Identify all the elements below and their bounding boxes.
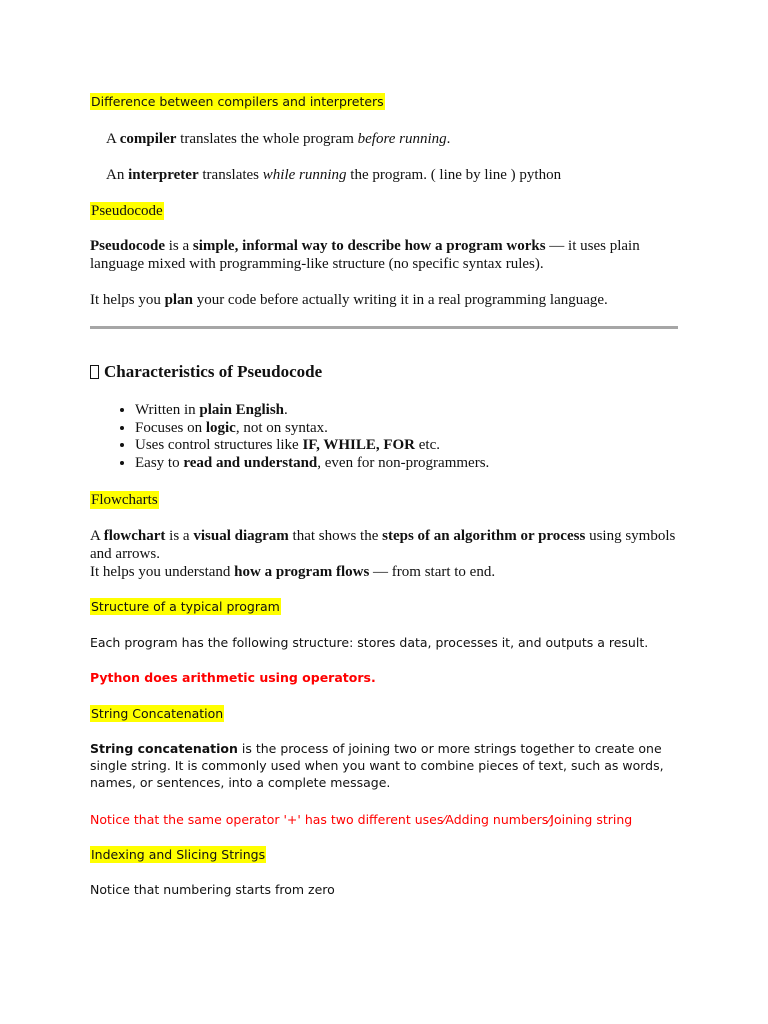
pseudocode-definition <box>90 237 680 273</box>
text-run: is the process of joining two or more strings together to create one single string. It is commonly used when you want to combine pieces of text, such as words, names, or sentences, into a complete message. <box>90 741 664 790</box>
characteristics-heading <box>90 362 322 382</box>
text-run: using symbols and arrows. <box>90 528 676 562</box>
list-item <box>135 420 695 438</box>
text-run: Easy to <box>135 455 184 472</box>
highlighted-heading: Pseudocode <box>91 203 163 219</box>
heading-structure <box>90 598 680 615</box>
highlighted-heading: Structure of a typical program <box>91 599 280 614</box>
heading-flowcharts <box>90 491 680 509</box>
text-run: etc. <box>415 437 440 454</box>
text-run: Focuses on <box>135 419 206 436</box>
bold-phrase: read and understand <box>183 455 318 472</box>
text-run: translates <box>198 167 263 183</box>
text-run: is a <box>165 238 193 254</box>
list-item <box>135 455 695 473</box>
term-flowchart: flowchart <box>103 528 166 544</box>
text-run: A <box>90 528 104 544</box>
interpreter-sentence <box>106 166 696 184</box>
term-pseudocode: Pseudocode <box>90 238 165 254</box>
heading-indexing-slicing <box>90 846 680 863</box>
highlighted-heading: Flowcharts <box>91 492 158 508</box>
characteristics-list <box>110 402 695 473</box>
concatenation-paragraph <box>90 740 680 791</box>
bold-phrase: plain English <box>199 402 285 418</box>
heading-pseudocode <box>90 202 680 220</box>
emphasis-while-running: while running <box>262 167 347 183</box>
bold-phrase: how a program flows <box>234 564 370 580</box>
text-run: the program. ( line by line ) python <box>346 167 562 183</box>
text-run: Written in <box>135 402 200 418</box>
text-run: . <box>284 402 288 418</box>
text-run: — from start to end. <box>369 564 496 580</box>
heading-compilers-interpreters <box>90 93 680 110</box>
term-compiler: compiler <box>119 131 177 147</box>
list-item <box>135 402 695 420</box>
horizontal-divider <box>90 326 678 329</box>
structure-paragraph: Each program has the following structure: stores data, processes it, and outputs a result. <box>90 635 649 650</box>
heading-string-concatenation <box>90 705 680 722</box>
term-interpreter: interpreter <box>128 167 199 183</box>
text-run: It helps you understand <box>90 564 235 580</box>
plan-sentence <box>90 291 680 309</box>
zero-index-note: Notice that numbering starts from zero <box>90 882 335 897</box>
list-item <box>135 437 695 455</box>
bold-phrase: visual diagram <box>193 528 289 544</box>
bold-phrase: logic <box>205 419 236 436</box>
bold-phrase: IF, WHILE, FOR <box>302 437 415 454</box>
text-run: . <box>446 131 451 147</box>
highlighted-heading: Difference between compilers and interpreters <box>91 94 384 109</box>
arithmetic-note: Python does arithmetic using operators. <box>90 670 376 685</box>
bold-plan: plan <box>164 292 193 308</box>
flow-sentence <box>90 563 680 581</box>
compiler-sentence <box>106 130 696 148</box>
operator-note: Notice that the same operator '+' has two different uses⁄Adding numbers⁄Joining string <box>90 812 633 827</box>
flowchart-definition <box>90 527 680 563</box>
text-run: An <box>106 167 129 183</box>
text-run: that shows the <box>288 528 383 544</box>
heading-text: Characteristics of Pseudocode <box>104 362 323 381</box>
highlighted-heading: String Concatenation <box>91 706 224 721</box>
text-run: — it uses plain language mixed with programming-like structure (no specific syntax rules). <box>90 238 640 272</box>
text-run: It helps you <box>90 292 165 308</box>
emphasis-before-running: before running <box>357 131 447 147</box>
bold-phrase: steps of an algorithm or process <box>382 528 586 544</box>
text-run: , even for non-programmers. <box>317 455 490 472</box>
text-run: , not on syntax. <box>235 419 328 436</box>
text-run: A <box>106 131 120 147</box>
text-run: your code before actually writing it in a real programming language. <box>192 292 608 308</box>
term-string-concatenation: String concatenation <box>90 741 238 756</box>
missing-glyph-icon <box>90 365 99 379</box>
text-run: Uses control structures like <box>135 437 303 454</box>
highlighted-heading: Indexing and Slicing Strings <box>91 847 266 862</box>
text-run: is a <box>165 528 194 544</box>
text-run: translates the whole program <box>176 131 358 147</box>
bold-phrase: simple, informal way to describe how a program works <box>192 238 546 254</box>
